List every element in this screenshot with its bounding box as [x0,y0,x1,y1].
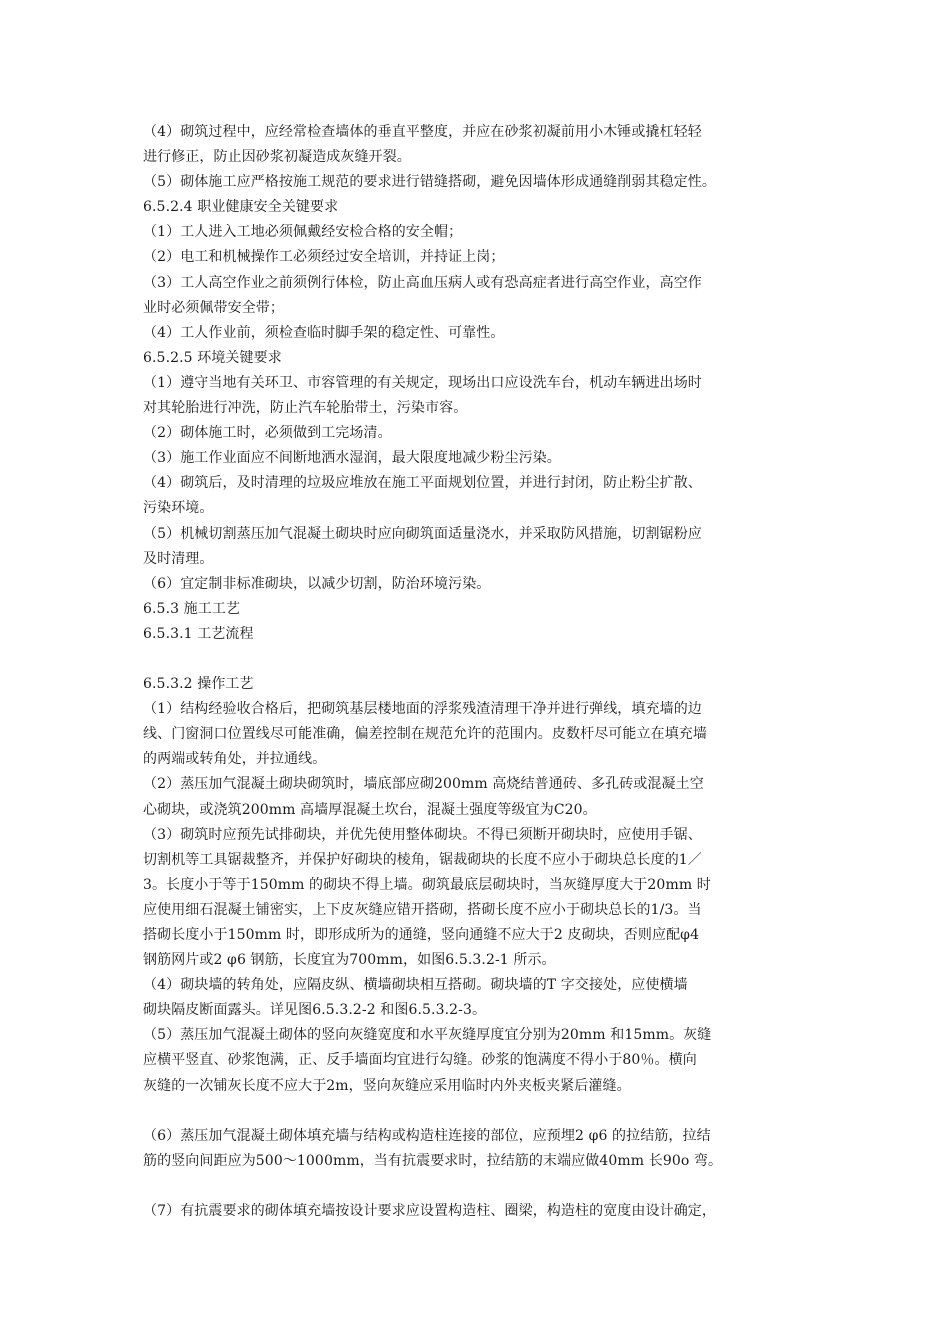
text-line: 业时必须佩带安全带； [143,299,284,316]
text-line: （5）砌体施工应严格按施工规范的要求进行错缝搭砌，避免因墙体形成通缝削弱其稳定性。 [143,174,717,191]
text-line: （1）工人进入工地必须佩戴经安检合格的安全帽； [143,224,463,241]
text-line: （3）施工作业面应不间断地洒水湿润，最大限度地减少粉尘污染。 [143,450,561,467]
text-line: 进行修正，防止因砂浆初凝造成灰缝开裂。 [143,149,411,166]
text-line: （2）电工和机械操作工必须经过安全培训，并持证上岗； [143,249,505,266]
text-line: 3。长度小于等于150mm 的砌块不得上墙。砌筑最底层砌块时，当灰缝厚度大于20mm 时 [143,876,711,893]
text-line: （1）结构经验收合格后，把砌筑基层楼地面的浮浆残渣清理干净并进行弹线，填充墙的边 [143,701,702,718]
text-line: （3）工人高空作业之前须例行体检，防止高血压病人或有恐高症者进行高空作业，高空作 [143,274,702,291]
text-line: （7）有抗震要求的砌体填充墙按设计要求应设置构造柱、圈梁，构造柱的宽度由设计确定， [143,1203,717,1220]
text-line: （4）砌筑过程中，应经常检查墙体的垂直平整度，并应在砂浆初凝前用小木锤或撬杠轻轻 [143,124,702,140]
text-line: （1）遵守当地有关环卫、市容管理的有关规定，现场出口应设洗车台，机动车辆进出场时 [143,374,702,391]
text-line: （6）宜定制非标准砌块，以减少切割，防治环境污染。 [143,575,491,592]
text-line: （3）砌筑时应预先试排砌块，并优先使用整体砌块。不得已须断开砌块时，应使用手锯、 [143,826,702,843]
section-heading: 6.5.2.5 环境关键要求 [143,349,282,366]
text-line: 筋的竖向间距应为500～1000mm，当有抗震要求时，拉结筋的末端应做40mm 长90o 弯。 [143,1152,723,1169]
text-line: （2）蒸压加气混凝土砌块砌筑时，墙底部应砌200mm 高烧结普通砖、多孔砖或混凝土空 [143,776,704,793]
text-line: 对其轮胎进行冲洗，防止汽车轮胎带土，污染市容。 [143,400,468,417]
text-line: 线、门窗洞口位置线尽可能准确，偏差控制在规范允许的范围内。皮数杆尽可能立在填充墙 [143,726,707,743]
text-line: 及时清理。 [143,550,214,567]
text-line: 应横平竖直、砂浆饱满，正、反手墙面均宜进行勾缝。砂浆的饱满度不得小于80％。横向 [143,1052,697,1069]
section-heading: 6.5.2.4 职业健康安全关键要求 [143,199,339,216]
text-line: 的两端或转角处，并拉通线。 [143,751,327,768]
text-line: （4）砌筑后，及时清理的垃圾应堆放在施工平面规划位置，并进行封闭，防止粉尘扩散、 [143,475,702,492]
blank-line [143,1099,803,1124]
text-line: （5）机械切割蒸压加气混凝土砌块时应向砌筑面适量浇水，并采取防风措施，切割锯粉应 [143,525,702,542]
blank-line [143,647,803,672]
section-heading: 6.5.3 施工工艺 [143,600,241,617]
text-line: 灰缝的一次铺灰长度不应大于2m，竖向灰缝应采用临时内外夹板夹紧后灌缝。 [143,1077,631,1094]
text-line: （2）砌体施工时，必须做到工完场清。 [143,425,392,442]
text-line: （6）蒸压加气混凝土砌体填充墙与结构或构造柱连接的部位，应预埋2 φ6 的拉结筋，拉结 [143,1127,711,1144]
text-line: （5）蒸压加气混凝土砌体的竖向灰缝宽度和水平灰缝厚度宜分别为20mm 和15mm。灰缝 [143,1027,712,1044]
text-line: 心砌块，或浇筑200mm 高墙厚混凝土坎台，混凝土强度等级宜为C20。 [143,801,597,818]
section-heading: 6.5.3.2 操作工艺 [143,676,254,693]
document-page [143,120,803,1224]
text-line: （4）工人作业前，须检查临时脚手架的稳定性、可靠性。 [143,324,505,341]
text-line: 搭砌长度小于150mm 时，即形成所为的通缝，竖向通缝不应大于2 皮砌块，否则应配φ4 [143,927,700,943]
section-heading: 6.5.3.1 工艺流程 [143,625,254,642]
text-line: 应使用细石混凝土铺密实，上下皮灰缝应错开搭砌，搭砌长度不应小于砌块总长的1/3。当 [143,901,702,918]
blank-line [143,1174,803,1199]
text-line: （4）砌块墙的转角处，应隔皮纵、横墙砌块相互搭砌。砌块墙的T 字交接处，应使横墙 [143,977,688,994]
text-line: 切割机等工具锯裁整齐，并保护好砌块的棱角，锯裁砌块的长度不应小于砌块总长度的1／ [143,851,702,868]
text-line: 钢筋网片或2 φ6 钢筋，长度宜为700mm，如图6.5.3.2-1 所示。 [143,952,556,969]
text-line: 污染环境。 [143,500,214,517]
text-line: 砌块隔皮断面露头。详见图6.5.3.2-2 和图6.5.3.2-3。 [143,1002,487,1019]
